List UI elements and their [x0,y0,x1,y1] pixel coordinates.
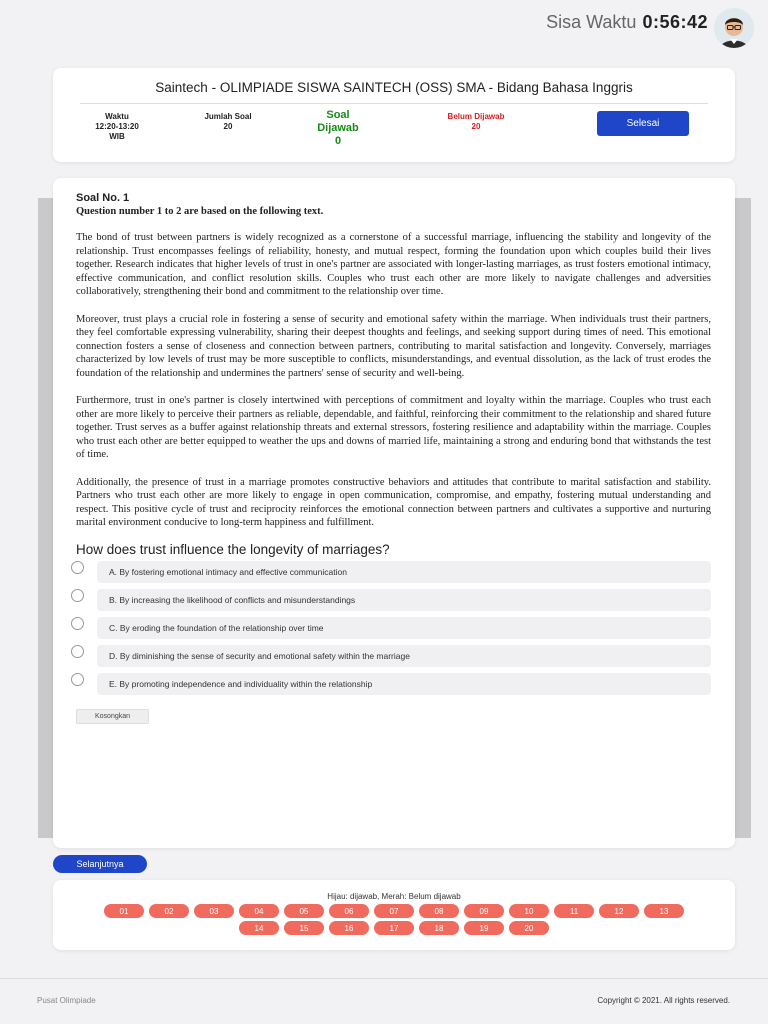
option-c-radio[interactable] [71,617,84,630]
exam-stats [53,104,735,154]
stat-dijawab-label-2: Dijawab [317,122,359,134]
stat-belum-dijawab [426,112,526,132]
option-a[interactable] [76,561,711,583]
stat-belum-label: Belum Dijawab [447,112,505,121]
question-number-button[interactable]: 02 [149,904,189,918]
question-number-button[interactable]: 11 [554,904,594,918]
question-number-button[interactable]: 16 [329,921,369,935]
question-number-button[interactable]: 07 [374,904,414,918]
option-e[interactable] [76,673,711,695]
question-number-button[interactable]: 04 [239,904,279,918]
footer-divider [0,978,768,979]
footer-brand[interactable]: Pusat Olimpiade [37,996,96,1005]
question-number-button[interactable]: 03 [194,904,234,918]
question-prompt: How does trust influence the longevity of marriages? [76,541,390,557]
footer-copyright: Copyright © 2021. All rights reserved. [597,996,730,1005]
option-c[interactable] [76,617,711,639]
question-number-button[interactable]: 01 [104,904,144,918]
question-card [53,178,735,848]
passage-paragraph: The bond of trust between partners is widely recognized as a cornerstone of a successful marriage, influencing the stability and longevity of the relationship. Trust encompasses feelings of reliability, honesty, and mutual respect, forming the foundation upon which couples build their lives together. Research indicates that higher levels of trust in one's partner are associated with longer-lasting marriages, as trust fosters emotional intimacy, effective communication, and conflict resolution skills. Couples who trust each other are more likely to navigate challenges and adversities collaboratively, strengthening their bond and commitment to the relationship over time. [76,232,711,297]
option-e-label[interactable]: E. By promoting independence and individuality within the relationship [97,673,711,695]
question-number-button[interactable]: 06 [329,904,369,918]
question-number-button[interactable]: 05 [284,904,324,918]
question-number-button[interactable]: 08 [419,904,459,918]
passage-paragraph: Furthermore, trust in one's partner is closely intertwined with perceptions of commitment and loyalty within the marriage. Couples who trust each other are more likely to perceive their partners as reliable, dependable, and faithful, reinforcing their commitment to the relationship and shared future together. Trust serves as a buffer against relationship threats and external stressors, fostering resilience and adaptability within the marriage. Couples who trust each other are better equipped to weather the ups and downs of married life, maintaining a strong and enduring bond that withstands the test of time. [76,395,711,460]
stat-dijawab-label: Soal [326,109,350,121]
question-number-button[interactable]: 13 [644,904,684,918]
finish-button[interactable]: Selesai [597,111,689,136]
stat-jumlah-soal [188,112,268,132]
stat-waktu-tz: WIB [109,132,125,141]
stat-soal-dijawab [298,109,378,148]
stat-dijawab-value: 0 [334,135,342,147]
user-avatar-icon[interactable] [714,8,754,48]
answer-options [76,561,711,695]
question-number-list [53,904,735,938]
option-d[interactable] [76,645,711,667]
question-number-button[interactable]: 20 [509,921,549,935]
stat-waktu [83,112,151,142]
stat-jumlah-value: 20 [223,122,233,131]
option-d-radio[interactable] [71,645,84,658]
passage-paragraph: Moreover, trust plays a crucial role in fostering a sense of security and emotional safety within the marriage. When individuals trust their partners, they feel comfortable expressing vulnerability, sharing their deepest thoughts and feelings, and seeking support during times of need. This emotional connection fosters a sense of closeness and connection between partners, contributing to marital satisfaction and longevity. Conversely, marriages characterized by low levels of trust may be more susceptible to conflicts, misunderstandings, and eventual dissolution, as the lack of trust erodes the foundation of the relationship and undermines the partners' sense of security and well-being. [76,313,711,379]
option-c-label[interactable]: C. By eroding the foundation of the relationship over time [97,617,711,639]
time-remaining-label: Sisa Waktu [546,12,637,32]
option-b[interactable] [76,589,711,611]
question-number-button[interactable]: 10 [509,904,549,918]
question-number-button[interactable]: 09 [464,904,504,918]
question-navigator [53,880,735,950]
question-number-button[interactable]: 18 [419,921,459,935]
clear-answer-button[interactable]: Kosongkan [76,709,149,724]
stat-waktu-label: Waktu [105,112,129,121]
time-remaining-value: 0:56:42 [642,12,708,32]
question-number-button[interactable]: 12 [599,904,639,918]
question-number-button[interactable]: 19 [464,921,504,935]
option-a-label[interactable]: A. By fostering emotional intimacy and effective communication [97,561,711,583]
question-number-button[interactable]: 14 [239,921,279,935]
next-button[interactable]: Selanjutnya [53,855,147,873]
stat-belum-value: 20 [471,122,481,131]
option-b-radio[interactable] [71,589,84,602]
exam-header-card [53,68,735,162]
exam-title: Saintech - OLIMPIADE SISWA SAINTECH (OSS) SMA - Bidang Bahasa Inggris [80,80,708,104]
question-number-button[interactable]: 17 [374,921,414,935]
time-remaining [546,12,708,33]
option-a-radio[interactable] [71,561,84,574]
question-number-button[interactable]: 15 [284,921,324,935]
question-number: Soal No. 1 [76,192,130,204]
option-e-radio[interactable] [71,673,84,686]
stat-jumlah-label: Jumlah Soal [204,112,252,121]
option-d-label[interactable]: D. By diminishing the sense of security and emotional safety within the marriage [97,645,711,667]
passage-paragraph: Additionally, the presence of trust in a marriage promotes constructive behaviors and attitudes that contribute to marital satisfaction and stability. Partners who trust each other are more likely to engage in open communication, compromise, and empathy, fostering mutual understanding and respect. This positive cycle of trust and reciprocity reinforces the emotional connection between partners and cultivates a supportive and nurturing marital environment conducive to long-term happiness and fulfillment. [76,476,711,528]
question-instruction: Question number 1 to 2 are based on the following text. [76,206,324,217]
option-b-label[interactable]: B. By increasing the likelihood of conflicts and misunderstandings [97,589,711,611]
stat-waktu-value: 12:20-13:20 [95,122,139,131]
navigator-legend: Hijau: dijawab, Merah: Belum dijawab [327,892,461,901]
